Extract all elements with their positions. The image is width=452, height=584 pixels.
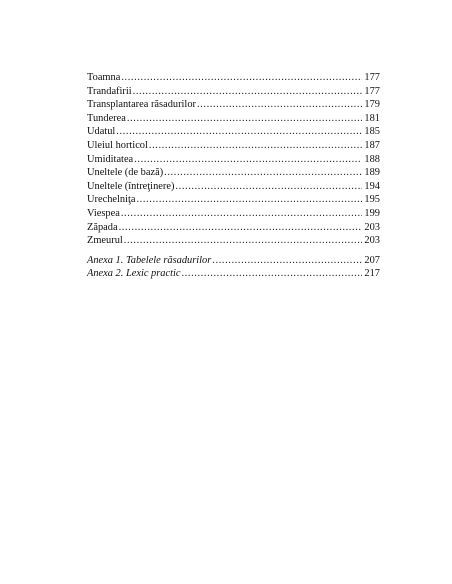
toc-entry-title: Trandafirii	[87, 85, 132, 97]
toc-dot-leader	[121, 71, 362, 85]
toc-dot-leader	[119, 221, 363, 235]
toc-entry	[87, 221, 380, 235]
toc-entry-title: Urechelniţa	[87, 194, 136, 206]
toc-entry	[87, 153, 380, 167]
toc-entry-title: Umiditatea	[87, 153, 134, 165]
toc-entry	[87, 166, 380, 180]
toc-dot-leader	[133, 85, 363, 99]
toc-annex-title: Anexa 1. Tabelele răsadurilor	[87, 254, 212, 266]
toc-dot-leader	[212, 254, 362, 268]
toc-entry-title: Uleiul horticol	[87, 139, 148, 151]
toc-dot-leader	[116, 125, 362, 139]
toc-annex-entry	[87, 254, 380, 268]
toc-dot-leader	[197, 98, 362, 112]
annex-list	[87, 254, 380, 281]
toc-entry-page: 199	[364, 207, 380, 219]
toc-entry-page: 181	[364, 112, 380, 124]
toc-annex-page: 207	[364, 254, 380, 266]
toc-entry-page: 195	[364, 194, 380, 206]
toc-entry	[87, 112, 380, 126]
toc-annex-title: Anexa 2. Lexic practic	[87, 268, 181, 280]
toc-entry-title: Transplantarea răsadurilor	[87, 99, 196, 111]
toc-entry	[87, 139, 380, 153]
toc-entry-page: 203	[364, 221, 380, 233]
toc-dot-leader	[164, 166, 362, 180]
toc-dot-leader	[175, 180, 362, 194]
toc-entry	[87, 180, 380, 194]
toc-entry-page: 194	[364, 180, 380, 192]
toc-annex-page: 217	[364, 268, 380, 280]
toc-entry	[87, 98, 380, 112]
toc-entry	[87, 234, 380, 248]
table-of-contents	[87, 71, 380, 281]
toc-entry-page: 179	[364, 99, 380, 111]
toc-entry-page: 177	[364, 72, 380, 83]
toc-entry-title: Toamna	[87, 72, 121, 83]
toc-entry-page: 185	[364, 126, 380, 138]
toc-dot-leader	[121, 207, 363, 221]
toc-dot-leader	[134, 153, 362, 167]
toc-entry	[87, 71, 380, 85]
toc-entry-title: Uneltele (întreţinere)	[87, 180, 175, 192]
toc-entry	[87, 85, 380, 99]
toc-annex-entry	[87, 267, 380, 281]
toc-entry-title: Uneltele (de bază)	[87, 167, 164, 179]
toc-entry-page: 203	[364, 235, 380, 247]
toc-entry-page: 189	[364, 167, 380, 179]
toc-dot-leader	[124, 234, 363, 248]
toc-entry	[87, 207, 380, 221]
toc-entry-page: 188	[364, 153, 380, 165]
toc-entry-page: 177	[364, 85, 380, 97]
toc-entry	[87, 125, 380, 139]
toc-dot-leader	[149, 139, 363, 153]
toc-entry-title: Udatul	[87, 126, 116, 138]
toc-dot-leader	[136, 193, 362, 207]
toc-entry-title: Viespea	[87, 207, 120, 219]
toc-entry-title: Zăpada	[87, 221, 118, 233]
toc-entry-page: 187	[364, 139, 380, 151]
toc-entry-title: Tunderea	[87, 112, 126, 124]
toc-entry-title: Zmeurul	[87, 235, 123, 247]
toc-entry	[87, 193, 380, 207]
toc-dot-leader	[127, 112, 363, 126]
toc-dot-leader	[181, 267, 362, 281]
